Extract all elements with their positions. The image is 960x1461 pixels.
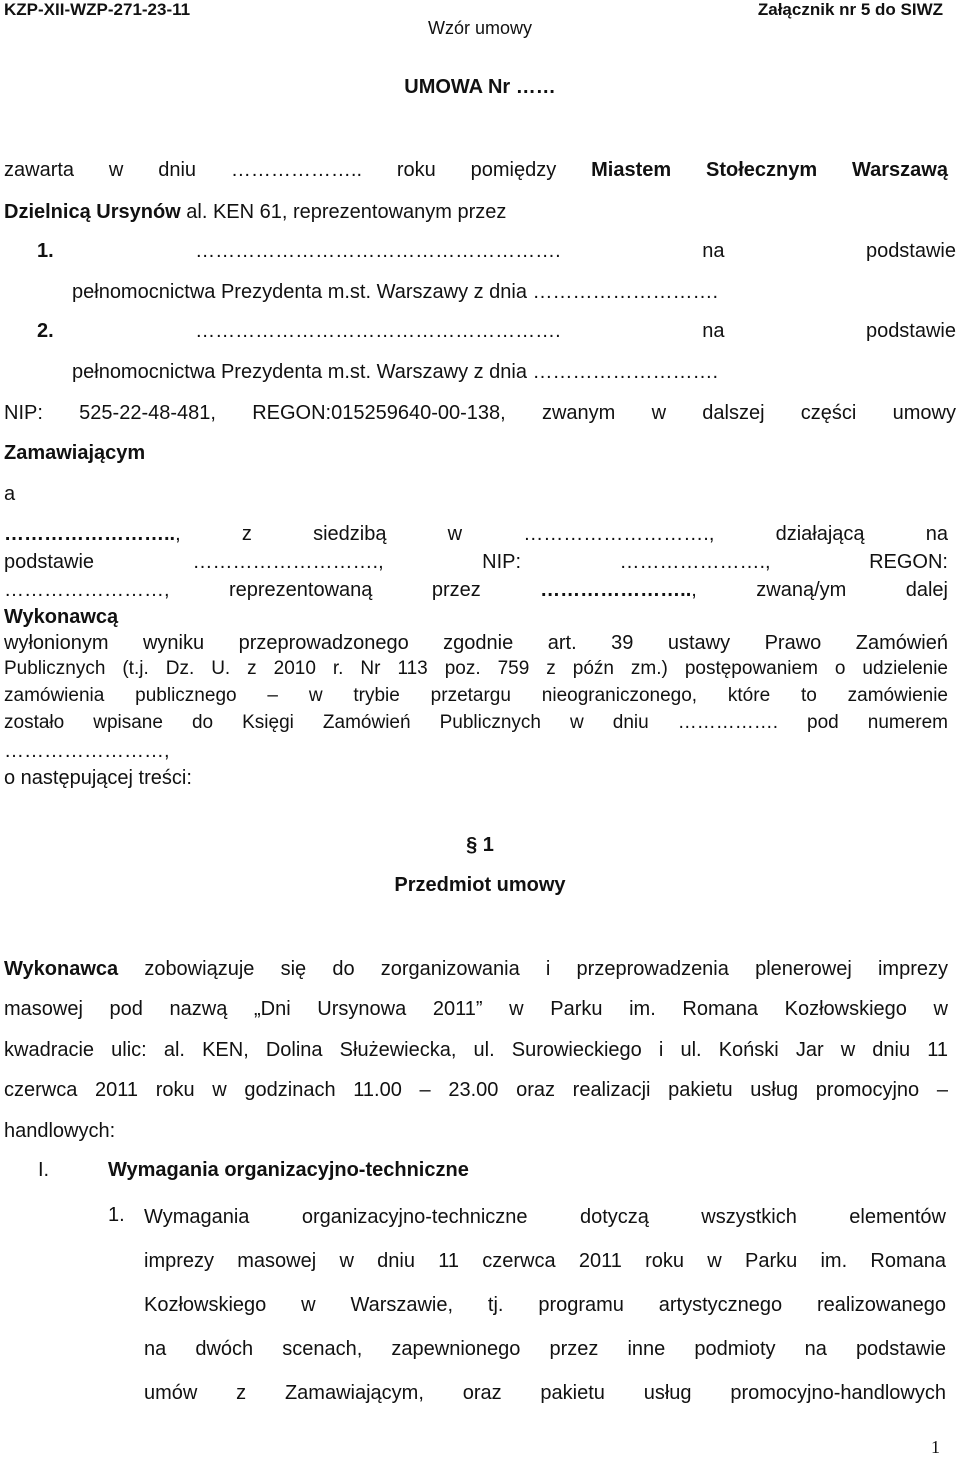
parties-line-1: zawarta w dniu ……………….. roku pomiędzy Miastem Stołecznym Warszawą [4, 159, 948, 181]
contractor-line-1: …………………….., z siedzibą w ………………………., działającą na [4, 523, 948, 545]
body-line-4: czerwca 2011 roku w godzinach 11.00 – 23.00 oraz realizacji pakietu usług promocyjno – [4, 1079, 948, 1101]
procurement-line-6: o następującej treści: [4, 767, 192, 789]
requirement-line-3: Kozłowskiego w Warszawie, tj. programu artystycznego realizowanego [144, 1294, 946, 1316]
contractor-role: Wykonawcą [4, 606, 119, 628]
procurement-line-4: zostało wpisane do Księgi Zamówień Publicznych w dniu ……………. pod numerem [4, 712, 948, 733]
requirement-line-1: Wymagania organizacyjno-techniczne dotyczą wszystkich elementów [144, 1206, 946, 1228]
employer-role: Zamawiającym [4, 442, 146, 464]
requirement-line-4: na dwóch scenach, zapewnionego przez inne podmioty na podstawie [144, 1338, 946, 1360]
contractor-line-2: podstawie ………………………., NIP: …………………., REGON: [4, 551, 948, 573]
requirement-line-5: umów z Zamawiającym, oraz pakietu usług promocyjno-handlowych [144, 1382, 946, 1404]
procurement-line-5: ……………………, [4, 740, 170, 762]
procurement-line-1: wyłonionym wyniku przeprowadzonego zgodnie art. 39 ustawy Prawo Zamówień [4, 632, 948, 654]
procurement-line-2: Publicznych (t.j. Dz. U. z 2010 r. Nr 113 poz. 759 z późn zm.) postępowaniem o udzielenie [4, 658, 948, 679]
body-line-3: kwadracie ulic: al. KEN, Dolina Służewiecka, ul. Surowieckiego i ul. Koński Jar w dniu 11 [4, 1039, 948, 1061]
attachment-label: Załącznik nr 5 do SIWZ [757, 0, 943, 19]
agreement-title: UMOWA Nr …… [404, 76, 556, 98]
document-type-label: Wzór umowy [427, 18, 532, 38]
requirement-item-number: 1. [108, 1204, 125, 1226]
body-line-5: handlowych: [4, 1120, 116, 1142]
contractor-line-3: ……………………, reprezentowaną przez ………………….., zwaną/ym dalej [4, 579, 948, 601]
requirements-heading: Wymagania organizacyjno-techniczne [108, 1159, 469, 1181]
requirements-numeral: I. [38, 1159, 50, 1181]
parties-line-2: Dzielnicą Ursynów al. KEN 61, reprezentowanym przez [4, 201, 507, 223]
representative-2-authorization: pełnomocnictwa Prezydenta m.st. Warszawy z dnia ………………………. [72, 361, 719, 383]
page-number: 1 [931, 1437, 940, 1457]
representative-1-authorization: pełnomocnictwa Prezydenta m.st. Warszawy z dnia ………………………. [72, 281, 719, 303]
employer-identifiers: NIP: 525-22-48-481, REGON:015259640-00-138, zwanym w dalszej części umowy [4, 402, 956, 424]
conjunction: a [4, 483, 16, 505]
body-line-2: masowej pod nazwą „Dni Ursynowa 2011” w Parku im. Romana Kozłowskiego w [4, 998, 948, 1020]
representative-1: 1. ………………………………………………. na podstawie [37, 240, 956, 262]
section-title: Przedmiot umowy [394, 874, 566, 896]
requirement-line-2: imprezy masowej w dniu 11 czerwca 2011 roku w Parku im. Romana [144, 1250, 946, 1272]
body-line-1: Wykonawca zobowiązuje się do zorganizowania i przeprowadzenia plenerowej imprezy [4, 958, 948, 980]
representative-2: 2. ………………………………………………. na podstawie [37, 320, 956, 342]
section-symbol: § 1 [466, 834, 494, 856]
document-code: KZP-XII-WZP-271-23-11 [4, 0, 191, 19]
procurement-line-3: zamówienia publicznego – w trybie przetargu nieograniczonego, które to zamówienie [4, 685, 948, 706]
